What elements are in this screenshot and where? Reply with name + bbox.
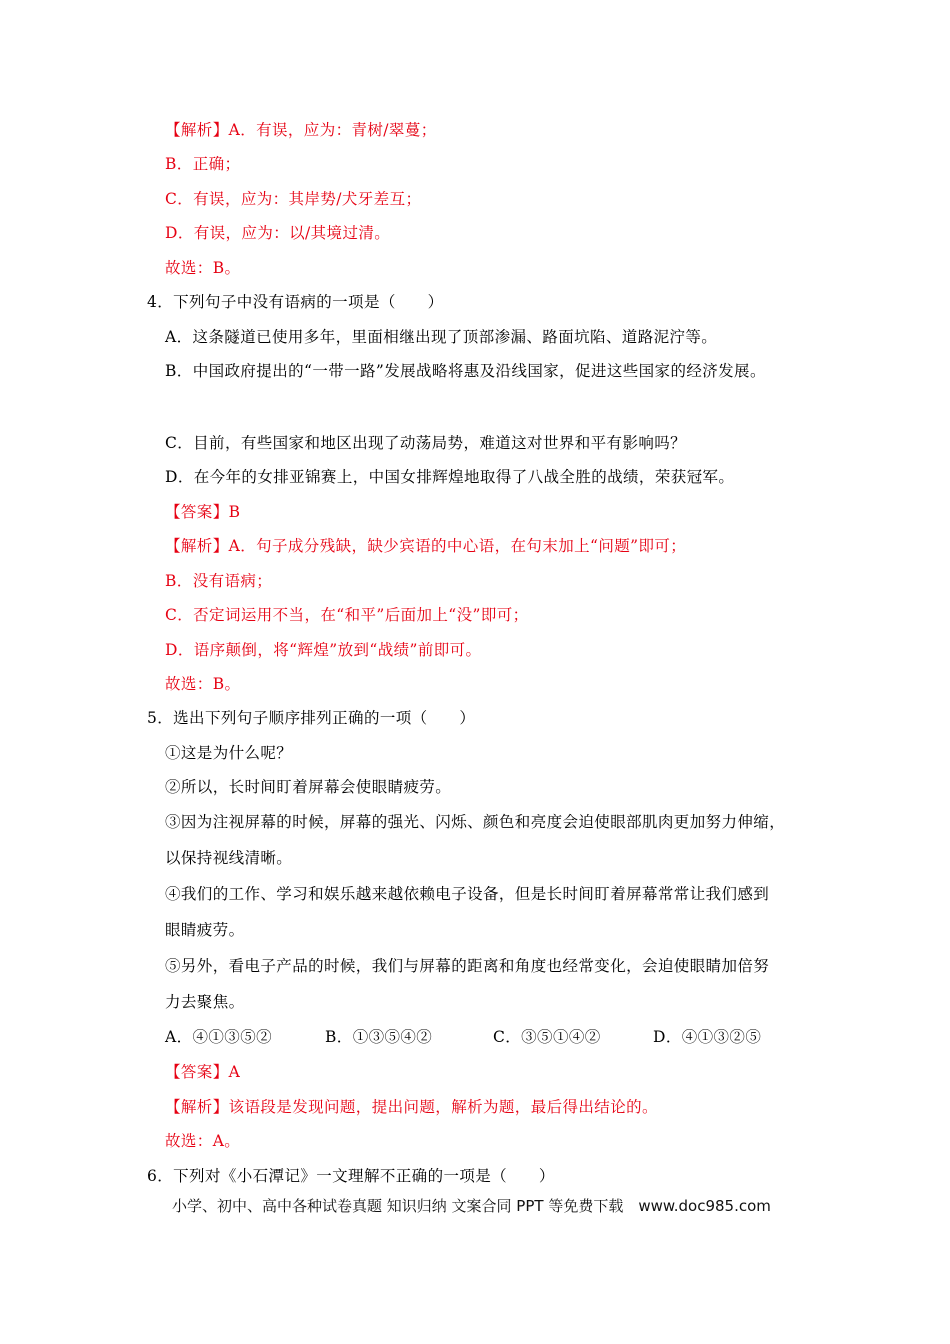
q4-answer: 【答案】B xyxy=(165,503,241,521)
q4-choose: 故选：B。 xyxy=(165,675,241,693)
q5-option-c: C．③⑤①④② xyxy=(493,1028,601,1046)
q5-analysis: 【解析】该语段是发现问题，提出问题，解析为题，最后得出结论的。 xyxy=(165,1098,658,1116)
q3-analysis-b: B．正确； xyxy=(165,155,241,173)
q4-option-d: D．在今年的女排亚锦赛上，中国女排辉煌地取得了八战全胜的战绩，荣获冠军。 xyxy=(165,468,735,486)
q5-choose: 故选：A。 xyxy=(165,1132,241,1150)
q6-stem: 6．下列对《小石潭记》一文理解不正确的一项是（ ） xyxy=(147,1167,555,1185)
q4-option-a: A．这条隧道已使用多年，里面相继出现了顶部渗漏、路面坑陷、道路泥泞等。 xyxy=(165,328,718,346)
q5-option-d: D．④①③②⑤ xyxy=(653,1028,762,1046)
q3-analysis-d: D．有误，应为：以/其境过清。 xyxy=(165,224,391,242)
q5-sentence-3-cont: 以保持视线清晰。 xyxy=(165,849,293,867)
q4-analysis-b: B．没有语病； xyxy=(165,572,273,590)
q3-analysis-c: C．有误，应为：其岸势/犬牙差互； xyxy=(165,190,422,208)
q5-sentence-4-cont: 眼睛疲劳。 xyxy=(165,921,245,939)
footer-text: 小学、初中、高中各种试卷真题 知识归纳 文案合同 PPT 等免费下载 www.doc985.com xyxy=(172,1197,771,1215)
q4-analysis-d: D．语序颠倒，将“辉煌”放到“战绩”前即可。 xyxy=(165,641,482,659)
q5-option-b: B．①③⑤④② xyxy=(325,1028,433,1046)
q4-stem: 4．下列句子中没有语病的一项是（ ） xyxy=(147,293,444,311)
q5-sentence-1: ①这是为什么呢？ xyxy=(165,744,293,762)
q5-sentence-3: ③因为注视屏幕的时候，屏幕的强光、闪烁、颜色和亮度会迫使眼部肌肉更加努力伸缩， xyxy=(165,813,786,831)
q5-sentence-4: ④我们的工作、学习和娱乐越来越依赖电子设备，但是长时间盯着屏幕常常让我们感到 xyxy=(165,885,770,903)
q4-option-b: B．中国政府提出的“一带一路”发展战略将惠及沿线国家，促进这些国家的经济发展。 xyxy=(165,362,766,380)
q5-sentence-2: ②所以，长时间盯着屏幕会使眼睛疲劳。 xyxy=(165,778,452,796)
q5-sentence-5-cont: 力去聚焦。 xyxy=(165,993,245,1011)
q5-options xyxy=(165,1027,805,1047)
q4-option-c: C．目前，有些国家和地区出现了动荡局势，难道这对世界和平有影响吗？ xyxy=(165,434,687,452)
q4-analysis-c: C．否定词运用不当，在“和平”后面加上“没”即可； xyxy=(165,606,529,624)
q3-choose: 故选：B。 xyxy=(165,259,241,277)
q3-analysis-a: 【解析】A．有误，应为：青树/翠蔓； xyxy=(165,121,437,139)
q5-stem: 5．选出下列句子顺序排列正确的一项（ ） xyxy=(147,709,476,727)
q5-answer: 【答案】A xyxy=(165,1063,241,1081)
q5-sentence-5: ⑤另外，看电子产品的时候，我们与屏幕的距离和角度也经常变化，会迫使眼睛加倍努 xyxy=(165,957,770,975)
q5-option-a: A．④①③⑤② xyxy=(165,1028,272,1046)
q4-analysis-a: 【解析】A．句子成分残缺，缺少宾语的中心语，在句末加上“问题”即可； xyxy=(165,537,687,555)
